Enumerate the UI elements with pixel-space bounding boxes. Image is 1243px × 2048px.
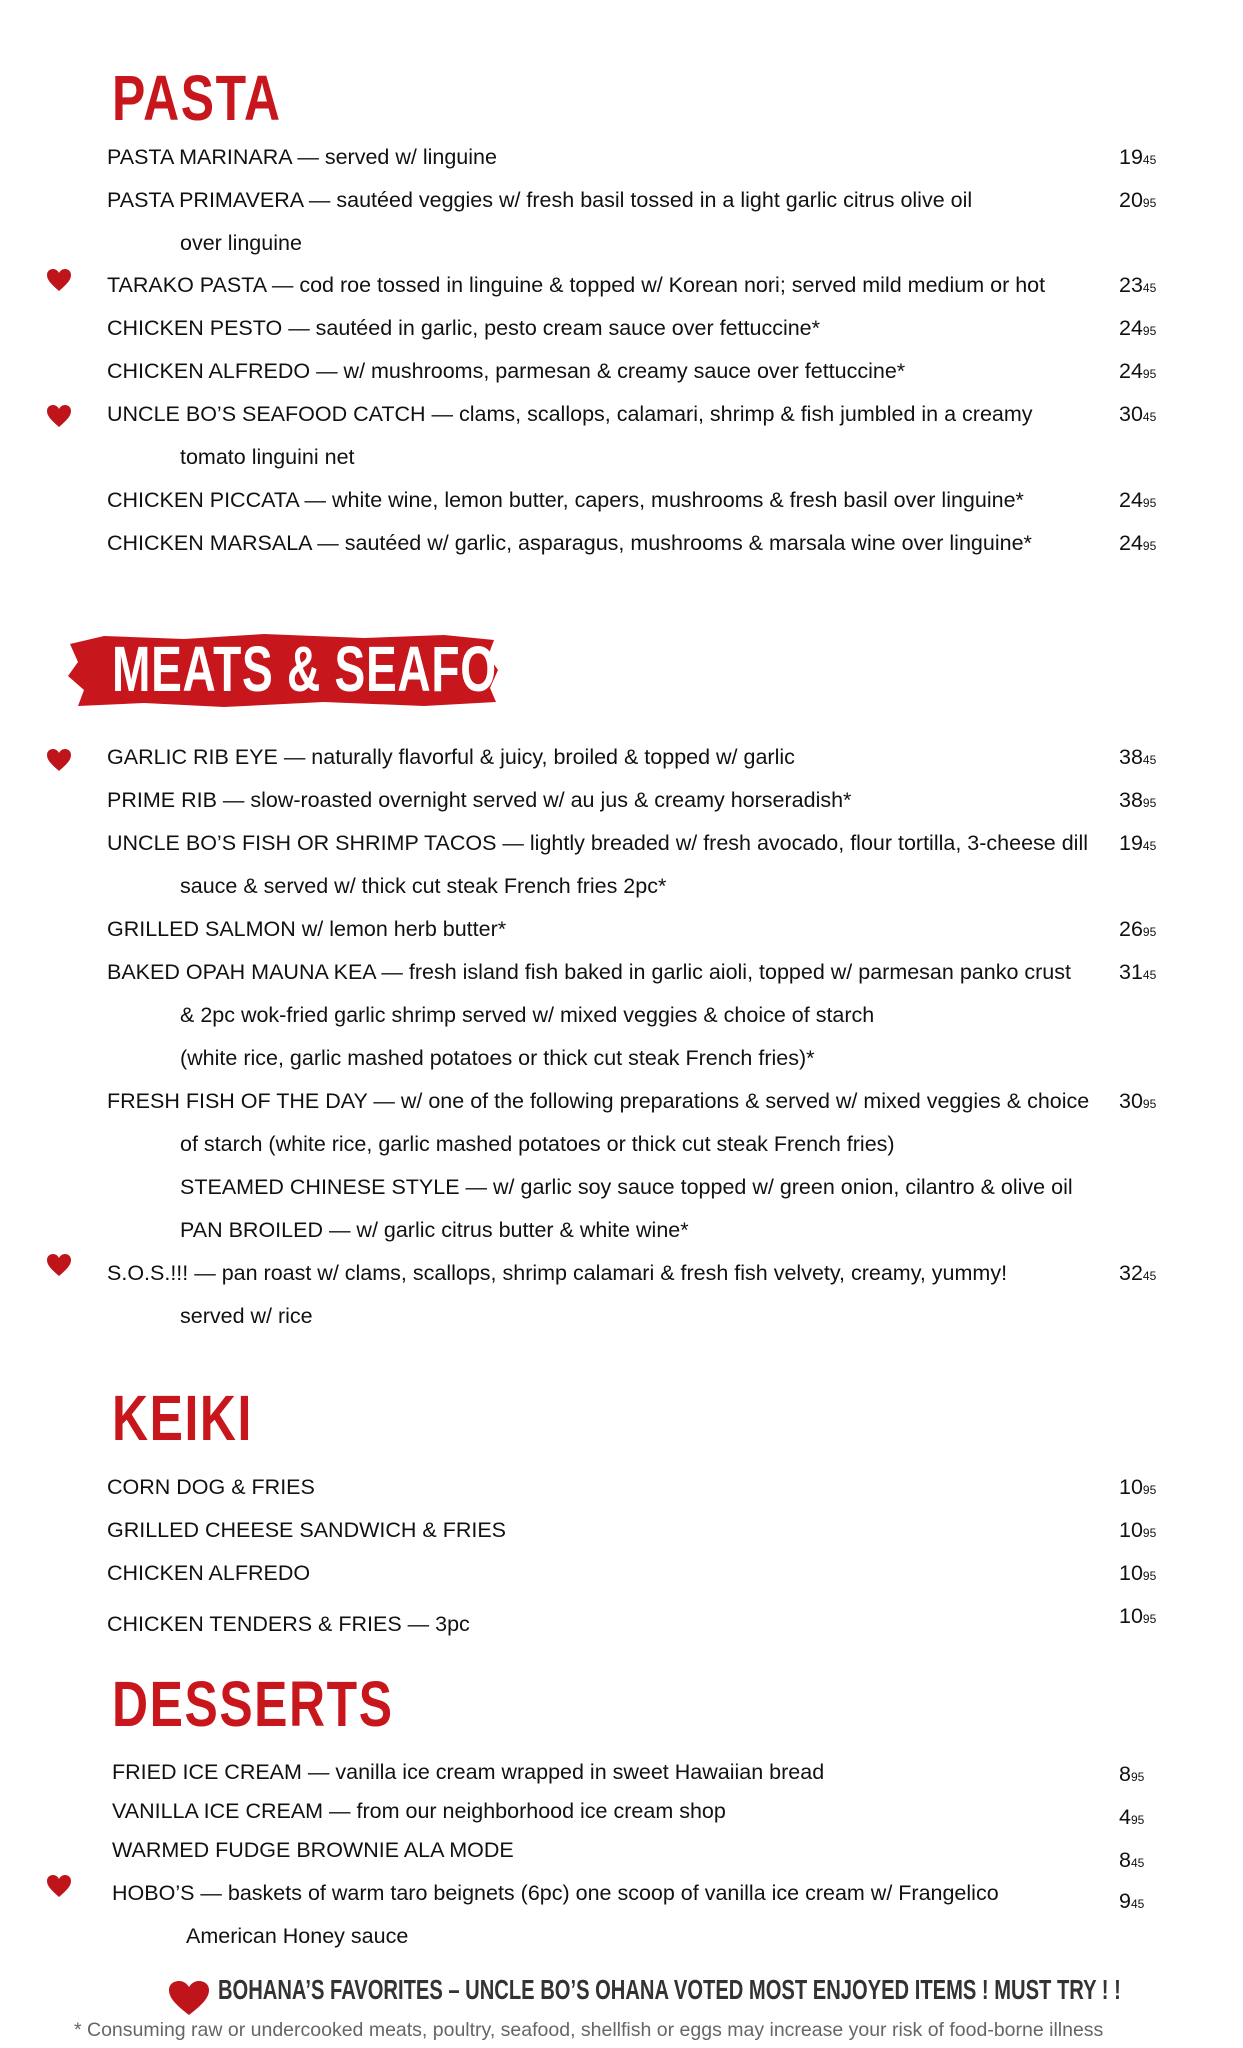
item-price: 1945 — [1119, 145, 1157, 169]
menu-item: CHICKEN PESTO — sautéed in garlic, pesto cream sauce over fettuccine* — [107, 316, 820, 340]
favorite-heart-icon — [46, 1874, 72, 1898]
item-price: 1095 — [1119, 1604, 1157, 1628]
item-price: 2495 — [1119, 359, 1157, 383]
menu-item: TARAKO PASTA — cod roe tossed in linguine & topped w/ Korean nori; served mild medium or hot — [107, 273, 1046, 297]
favorite-heart-icon — [46, 748, 72, 772]
menu-item: S.O.S.!!! — pan roast w/ clams, scallops, shrimp calamari & fresh fish velvety, creamy, yummy! — [107, 1261, 1008, 1285]
menu-item-continuation: STEAMED CHINESE STYLE — w/ garlic soy sauce topped w/ green onion, cilantro & olive oil — [180, 1175, 1073, 1199]
item-price: 2345 — [1119, 273, 1157, 297]
menu-item: BAKED OPAH MAUNA KEA — fresh island fish baked in garlic aioli, topped w/ parmesan panko crust — [107, 960, 1071, 984]
item-price: 1945 — [1119, 831, 1157, 855]
item-price: 2495 — [1119, 488, 1157, 512]
menu-item: GRILLED SALMON w/ lemon herb butter* — [107, 917, 507, 941]
item-price: 1095 — [1119, 1475, 1157, 1499]
menu-item-continuation: served w/ rice — [180, 1304, 313, 1328]
menu-item-continuation: of starch (white rice, garlic mashed potatoes or thick cut steak French fries) — [180, 1132, 895, 1156]
menu-item: CORN DOG & FRIES — [107, 1475, 315, 1499]
menu-item: PASTA PRIMAVERA — sautéed veggies w/ fresh basil tossed in a light garlic citrus olive oil — [107, 188, 973, 212]
menu-item: HOBO’S — baskets of warm taro beignets (6pc) one scoop of vanilla ice cream w/ Frangelico — [112, 1881, 999, 1905]
item-price: 3845 — [1119, 745, 1157, 769]
menu-item: UNCLE BO’S SEAFOOD CATCH — clams, scallops, calamari, shrimp & fish jumbled in a creamy — [107, 402, 1033, 426]
favorite-heart-icon — [46, 404, 72, 428]
favorite-legend-heart-icon — [168, 1976, 210, 2020]
item-price: 3045 — [1119, 402, 1157, 426]
menu-item-continuation: tomato linguini net — [180, 445, 355, 469]
menu-item: GRILLED CHEESE SANDWICH & FRIES — [107, 1518, 507, 1542]
item-price: 945 — [1119, 1889, 1145, 1913]
menu-item: CHICKEN ALFREDO — w/ mushrooms, parmesan & creamy sauce over fettuccine* — [107, 359, 906, 383]
item-price: 2495 — [1119, 316, 1157, 340]
section-title-keiki: KEIKI — [112, 1382, 253, 1454]
item-price: 1095 — [1119, 1518, 1157, 1542]
menu-item: CHICKEN MARSALA — sautéed w/ garlic, asparagus, mushrooms & marsala wine over linguine* — [107, 531, 1032, 555]
menu-item-continuation: (white rice, garlic mashed potatoes or thick cut steak French fries)* — [180, 1046, 815, 1070]
menu-item: PASTA MARINARA — served w/ linguine — [107, 145, 497, 169]
item-price: 2695 — [1119, 917, 1157, 941]
favorite-heart-icon — [46, 1253, 72, 1277]
menu-item: GARLIC RIB EYE — naturally flavorful & juicy, broiled & topped w/ garlic — [107, 745, 795, 769]
item-price: 2495 — [1119, 531, 1157, 555]
menu-item-continuation: sauce & served w/ thick cut steak French fries 2pc* — [180, 874, 667, 898]
section-title-pasta: PASTA — [112, 62, 282, 134]
menu-item: VANILLA ICE CREAM — from our neighborhood ice cream shop — [112, 1799, 726, 1823]
menu-item-continuation: & 2pc wok-fried garlic shrimp served w/ mixed veggies & choice of starch — [180, 1003, 875, 1027]
item-price: 3095 — [1119, 1089, 1157, 1113]
menu-item: UNCLE BO’S FISH OR SHRIMP TACOS — lightly breaded w/ fresh avocado, flour tortilla, 3-cheese dill — [107, 831, 1089, 855]
menu-item: CHICKEN TENDERS & FRIES — 3pc — [107, 1612, 470, 1636]
menu-item: CHICKEN ALFREDO — [107, 1561, 311, 1585]
item-price: 495 — [1119, 1805, 1145, 1829]
item-price: 3895 — [1119, 788, 1157, 812]
section-title-desserts: DESSERTS — [112, 1668, 394, 1740]
menu-item: FRESH FISH OF THE DAY — w/ one of the following preparations & served w/ mixed veggies & choice — [107, 1089, 1090, 1113]
item-price: 895 — [1119, 1762, 1145, 1786]
item-price: 2095 — [1119, 188, 1157, 212]
menu-item: PRIME RIB — slow-roasted overnight served w/ au jus & creamy horseradish* — [107, 788, 852, 812]
item-price: 845 — [1119, 1848, 1145, 1872]
menu-item: FRIED ICE CREAM — vanilla ice cream wrapped in sweet Hawaiian bread — [112, 1760, 825, 1784]
menu-item-continuation: PAN BROILED — w/ garlic citrus butter & white wine* — [180, 1218, 689, 1242]
section-title-meats-seafood: MEATS & SEAFOOD — [112, 633, 568, 705]
item-price: 3145 — [1119, 960, 1157, 984]
favorite-heart-icon — [46, 268, 72, 292]
consumer-advisory: * Consuming raw or undercooked meats, poultry, seafood, shellfish or eggs may increase your risk of food-borne illness — [74, 2019, 1104, 2041]
menu-item-continuation: American Honey sauce — [186, 1924, 409, 1948]
menu-item-continuation: over linguine — [180, 231, 302, 255]
menu-item: CHICKEN PICCATA — white wine, lemon butter, capers, mushrooms & fresh basil over linguine* — [107, 488, 1024, 512]
menu-item: WARMED FUDGE BROWNIE ALA MODE — [112, 1838, 514, 1862]
item-price: 3245 — [1119, 1261, 1157, 1285]
favorites-legend: BOHANA’S FAVORITES – UNCLE BO’S OHANA VOTED MOST ENJOYED ITEMS ! MUST TRY ! ! — [218, 1974, 1121, 2005]
item-price: 1095 — [1119, 1561, 1157, 1585]
